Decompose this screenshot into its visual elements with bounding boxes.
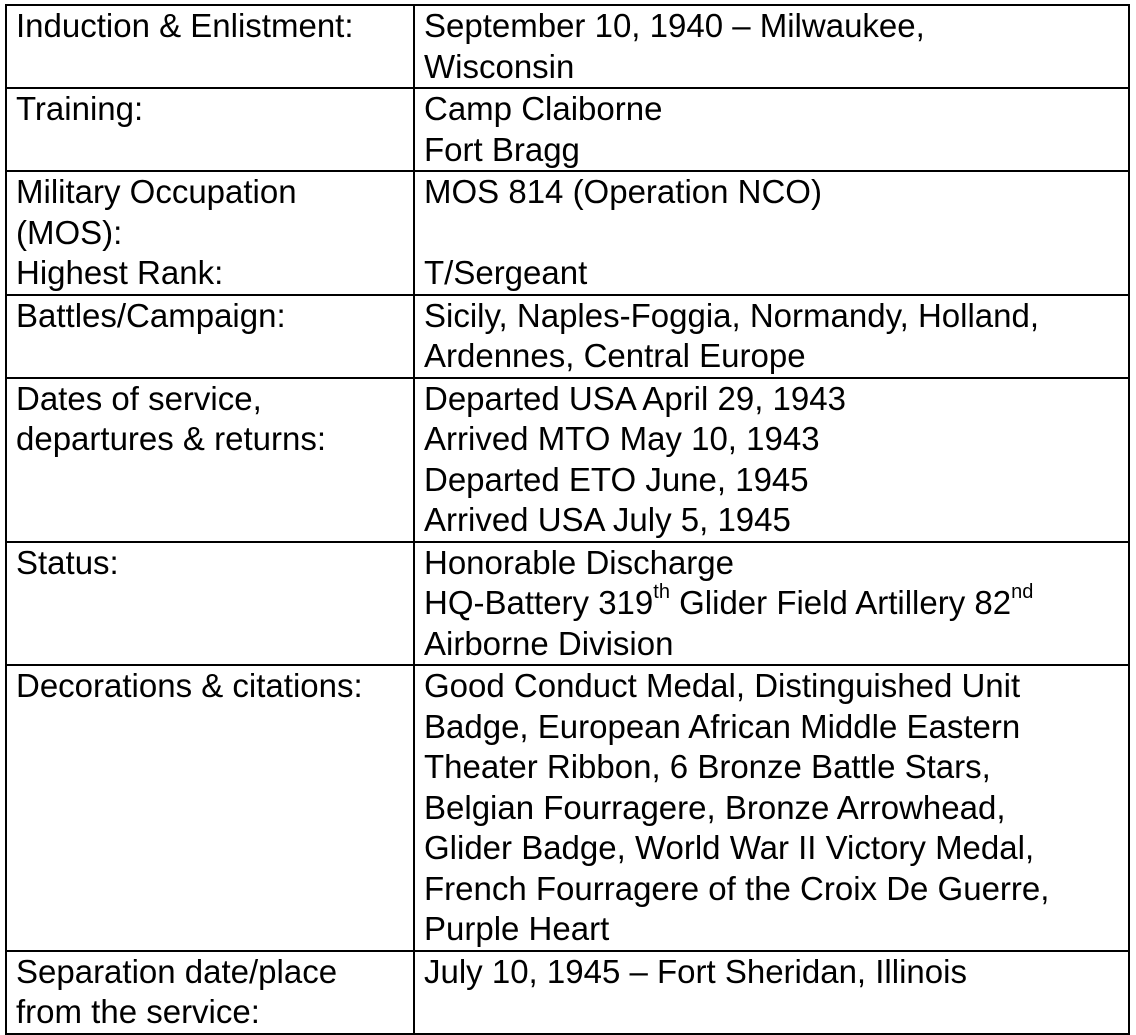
value-cell [414, 171, 1129, 295]
row-value-line: Belgian Fourragere, Bronze Arrowhead, [424, 788, 1006, 826]
row-label-line: Dates of service, [16, 379, 262, 417]
table-row-induction [6, 5, 1129, 88]
label-cell [6, 665, 414, 951]
row-label-line: Highest Rank: [16, 254, 224, 291]
table-row-decorations [6, 665, 1129, 951]
row-label-line: (MOS): [16, 213, 123, 251]
row-label: Battles/Campaign: [16, 296, 286, 334]
service-record-table [5, 4, 1130, 1035]
row-value-line: Departed ETO June, 1945 [424, 460, 809, 498]
ordinal-superscript: th [653, 581, 670, 603]
row-value-line: Airborne Division [424, 624, 674, 662]
table-row-mos-rank [6, 171, 1129, 295]
row-value-line: Arrived USA July 5, 1945 [424, 501, 791, 538]
table-row-battles [6, 295, 1129, 378]
ordinal-superscript: nd [1011, 581, 1034, 603]
row-value-line: MOS 814 (Operation NCO) [424, 173, 822, 210]
row-value-line: Glider Badge, World War II Victory Medal, [424, 829, 1035, 866]
row-value-line: Ardennes, Central Europe [424, 337, 806, 374]
row-value-line: Camp Claiborne [424, 90, 663, 127]
row-value-line: Purple Heart [424, 910, 610, 947]
row-value-line: Good Conduct Medal, Distinguished Unit [424, 667, 1021, 704]
table-row-status [6, 542, 1129, 666]
row-label: Decorations & citations: [16, 667, 363, 704]
row-value-line: Honorable Discharge [424, 543, 735, 581]
row-value-line: Badge, European African Middle Eastern [424, 707, 1021, 745]
value-cell [414, 378, 1129, 542]
row-label-line: from the service: [16, 993, 260, 1030]
table-row-training [6, 88, 1129, 171]
row-label-line: Military Occupation [16, 173, 297, 210]
label-cell [6, 542, 414, 666]
value-cell [414, 665, 1129, 951]
value-cell [414, 542, 1129, 666]
value-cell [414, 5, 1129, 88]
row-label: Status: [16, 543, 119, 581]
label-cell [6, 295, 414, 378]
unit-text: HQ-Battery 319 [424, 584, 654, 621]
row-value-line: Theater Ribbon, 6 Bronze Battle Stars, [424, 748, 991, 785]
row-value-line-unit [424, 583, 1120, 624]
label-cell [6, 951, 414, 1034]
table-row-dates [6, 378, 1129, 542]
row-value-line: July 10, 1945 – Fort Sheridan, Illinois [424, 952, 967, 990]
label-cell [6, 88, 414, 171]
row-label-line: departures & returns: [16, 420, 326, 457]
table-row-separation [6, 951, 1129, 1034]
row-value-line: T/Sergeant [424, 254, 588, 291]
value-cell [414, 295, 1129, 378]
row-value-line: Sicily, Naples-Foggia, Normandy, Holland, [424, 296, 1040, 334]
row-value-line: Wisconsin [424, 47, 575, 85]
row-label-line: Separation date/place [16, 952, 338, 990]
row-label: Training: [16, 90, 144, 127]
label-cell [6, 5, 414, 88]
row-value-line: September 10, 1940 – Milwaukee, [424, 7, 925, 44]
unit-text: Glider Field Artillery 82 [669, 584, 1012, 621]
row-value-line: Arrived MTO May 10, 1943 [424, 420, 820, 457]
row-label: Induction & Enlistment: [16, 7, 354, 44]
label-cell [6, 378, 414, 542]
label-cell [6, 171, 414, 295]
row-value-line: French Fourragere of the Croix De Guerre, [424, 869, 1050, 907]
value-cell [414, 951, 1129, 1034]
row-value-line: Departed USA April 29, 1943 [424, 379, 846, 417]
value-cell [414, 88, 1129, 171]
row-value-line: Fort Bragg [424, 130, 580, 168]
row-value-spacer [424, 213, 1120, 254]
